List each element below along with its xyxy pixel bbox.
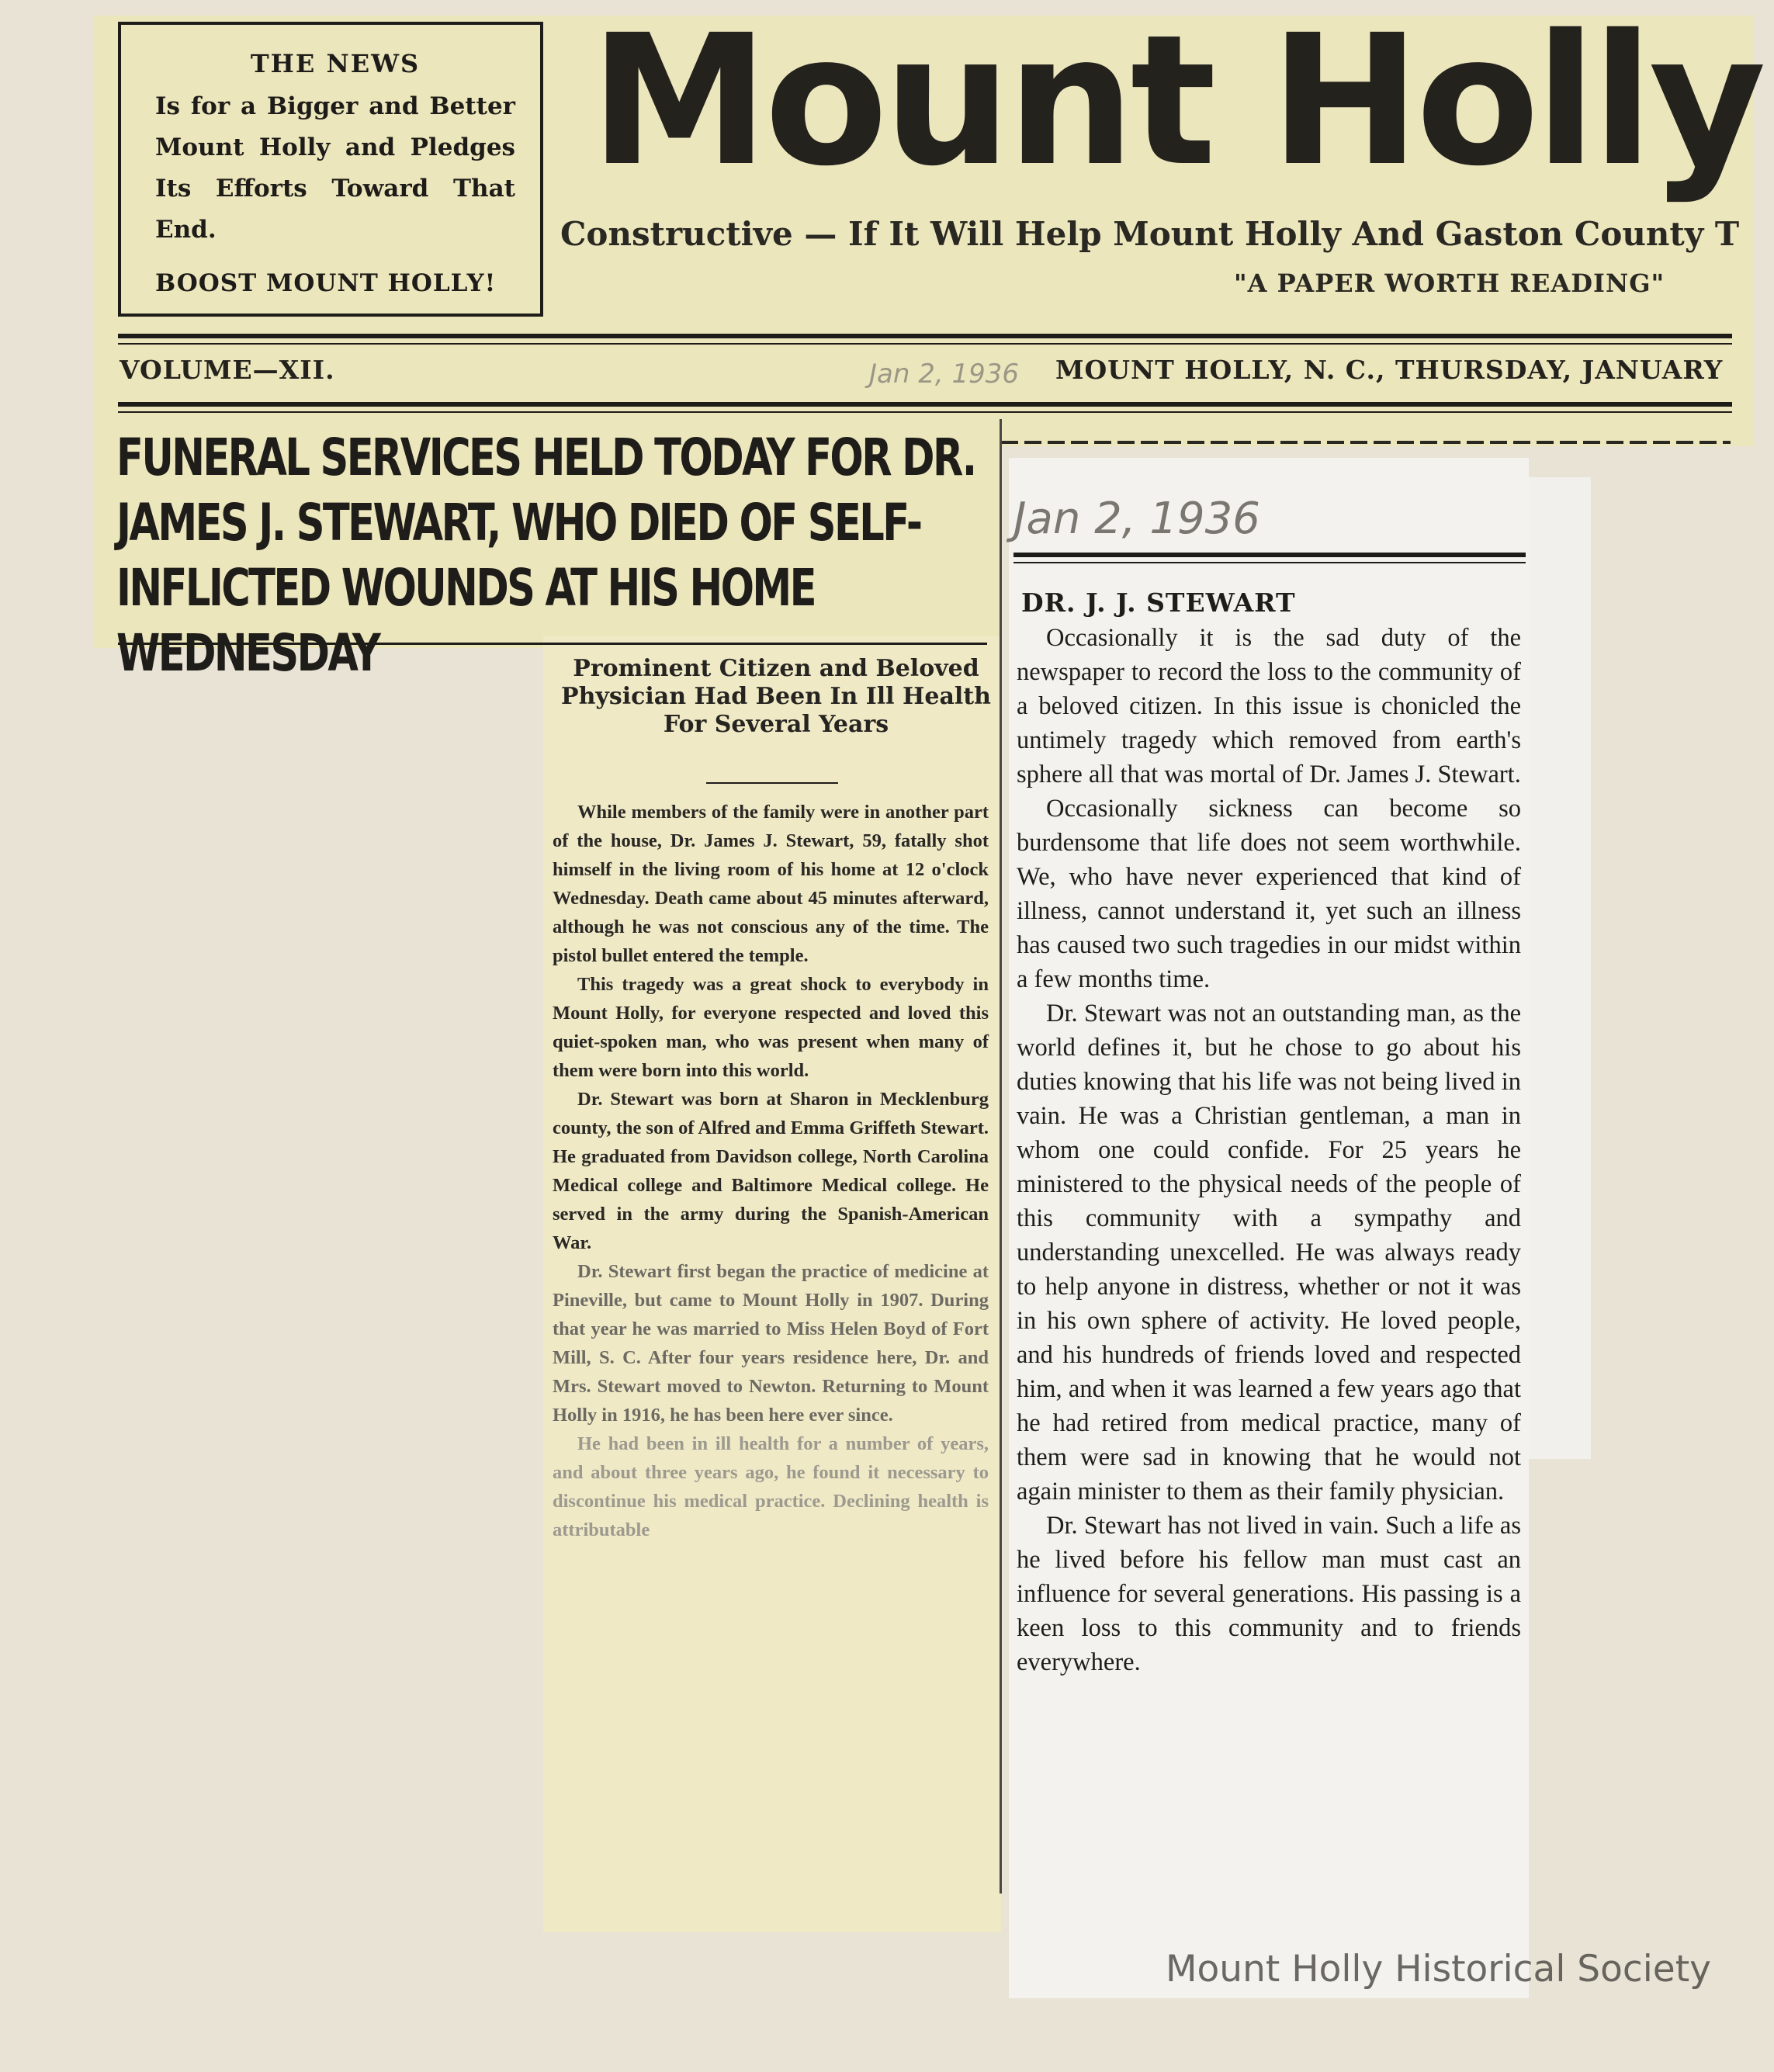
ear-title: THE NEWS xyxy=(250,49,421,78)
editorial-paragraph: Dr. Stewart was not an outstanding man, as the world defines it, but he chose to go about his duties knowing that his life was not being lived in vain. He was a Christian gentleman, a man in whom one could confide. For 25 years he ministered to the physical needs of the people of this community with a sympathy and understanding unexcelled. He was always ready to help anyone in distress, whether or not it was in his own sphere of activity. He loved people, and his hundreds of friends loved and respected him, and when it was learned a few years ago that he had retired from medical practice, many of them were sad in knowing that he would not again minister to them as their family physician. xyxy=(1017,1000,1521,1505)
editorial-paragraph: Occasionally sickness can become so burdensome that life does not seem worthwhile. We, who have never experienced that kind of illness, cannot understand it, yet such an illness has caused two such tragedies in our midst within a few months time. xyxy=(1017,795,1521,993)
article-paragraph: Dr. Stewart first began the practice of medicine at Pineville, but came to Mount Holly in 1907. During that year he was married to Miss Helen Boyd of Fort Mill, S. C. After four years residence here, Dr. and Mrs. Stewart moved to Newton. Returning to Mount Holly in 1916, he has been here ever since. xyxy=(553,1261,989,1426)
article-paragraph: He had been in ill health for a number of years, and about three years ago, he found it necessary to discontinue his medical practice. Declining health is attributable xyxy=(553,1433,989,1540)
column-rule xyxy=(1000,419,1002,1894)
article-paragraph: This tragedy was a great shock to everybody in Mount Holly, for everyone respected and loved this quiet-spoken man, who was present when many of them were born into this world. xyxy=(553,974,989,1081)
masthead-rule-thin xyxy=(118,343,1732,345)
editorial-top-rule xyxy=(1013,553,1526,557)
masthead-ear-box xyxy=(118,22,543,317)
article-paragraph: Dr. Stewart was born at Sharon in Mecklenburg county, the son of Alfred and Emma Griffeth Stewart. He graduated from Davidson college, North Carolina Medical college and Baltimore Medical college. He served in the army during the Spanish-American War. xyxy=(553,1089,989,1253)
editorial-top-rule-thin xyxy=(1013,562,1526,563)
ear-boost: BOOST MOUNT HOLLY! xyxy=(155,269,497,297)
subhead-rule xyxy=(706,782,838,784)
editorial-heading: DR. J. J. STEWART xyxy=(1021,587,1296,618)
watermark: Mount Holly Historical Society xyxy=(1166,1948,1711,1991)
masthead-slogan: "A PAPER WORTH READING" xyxy=(1234,269,1665,298)
masthead-motto: Constructive — If It Will Help Mount Holly And Gaston County T xyxy=(560,215,1740,253)
news-article xyxy=(553,798,989,1544)
ear-body: Is for a Bigger and Better Mount Holly and Pledges Its Efforts Toward That End. xyxy=(155,92,515,244)
volume-label: VOLUME—XII. xyxy=(120,355,335,385)
place-date-line: MOUNT HOLLY, N. C., THURSDAY, JANUARY xyxy=(1055,355,1724,385)
editorial-dashed-rule xyxy=(1001,441,1731,444)
editorial-paragraph: Occasionally it is the sad duty of the newspaper to record the loss to the community of a beloved citizen. In this issue is chonicled the untimely tragedy which removed from earth's sphere all that was mortal of Dr. James J. Stewart. xyxy=(1017,624,1521,788)
editorial-paragraph: Dr. Stewart has not lived in vain. Such a life as he lived before his fellow man must cast an influence for several generations. His passing is a keen loss to this community and to friends everywhere. xyxy=(1017,1512,1521,1676)
editorial-body xyxy=(1017,621,1521,1679)
article-headline: FUNERAL SERVICES HELD TODAY FOR DR. JAMES J. STEWART, WHO DIED OF SELF-INFLICTED WOUNDS AT HIS HOME WEDNESDAY xyxy=(116,428,975,683)
dateline-rule-thin xyxy=(118,411,1732,413)
article-subhead: Prominent Citizen and Beloved Physician Had Been In Ill Health For Several Years xyxy=(561,655,991,738)
article-paragraph: While members of the family were in another part of the house, Dr. James J. Stewart, 59, fatally shot himself in the living room of his home at 12 o'clock Wednesday. Death came about 45 minutes afterward, although he was not conscious any of the time. The pistol bullet entered the temple. xyxy=(553,802,989,966)
dateline-rule xyxy=(118,402,1732,407)
masthead-title: Mount Holly xyxy=(590,0,1762,206)
editorial-handwritten-date: Jan 2, 1936 xyxy=(1013,494,1260,544)
editorial-backing-strip xyxy=(1529,477,1591,1459)
masthead-handwritten-date: Jan 2, 1936 xyxy=(869,359,1019,390)
masthead-rule-top xyxy=(118,334,1732,338)
